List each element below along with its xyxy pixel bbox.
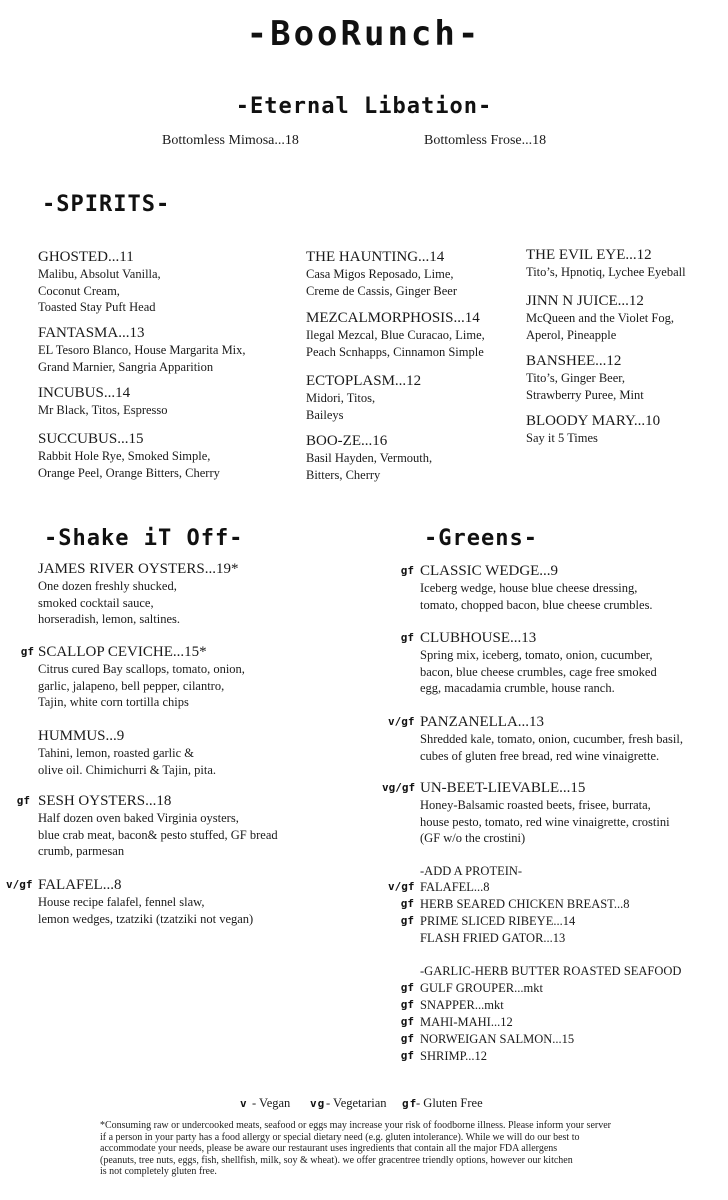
- vegetarian-gluten-free-tag: vg/gf: [382, 781, 416, 794]
- item-description: McQueen and the Violet Fog, Aperol, Pineapple: [526, 311, 674, 342]
- libation-item: Bottomless Mimosa...18: [162, 133, 299, 148]
- menu-item: [306, 309, 485, 360]
- menu-item: [420, 629, 657, 697]
- gluten-free-tag: gf: [400, 564, 414, 577]
- item-description: Tito’s, Hpnotiq, Lychee Eyeball: [526, 265, 686, 279]
- menu-item: [420, 713, 683, 764]
- menu-item: [38, 876, 253, 927]
- menu-item: [38, 643, 245, 711]
- menu-item: [38, 324, 246, 375]
- menu-item: [306, 432, 432, 483]
- gluten-free-tag: gf: [400, 897, 414, 910]
- section-title-greens: -Greens-: [424, 526, 538, 551]
- item-title: BOO-ZE...16: [306, 433, 388, 449]
- seafood-item: GULF GROUPER...mkt: [420, 981, 543, 995]
- seafood-item: NORWEIGAN SALMON...15: [420, 1032, 575, 1046]
- menu-item: [306, 372, 421, 423]
- item-description: Citrus cured Bay scallops, tomato, onion, garlic, jalapeno, bell pepper, cilantro, Tajin, white corn tortilla chips: [38, 662, 245, 709]
- item-description: Casa Migos Reposado, Lime, Creme de Cassis, Ginger Beer: [306, 267, 458, 298]
- item-title: PANZANELLA...13: [420, 714, 545, 730]
- item-description: House recipe falafel, fennel slaw, lemon wedges, tzatziki (tzatziki not vegan): [38, 895, 254, 926]
- libation-item: Bottomless Frose...18: [424, 133, 547, 148]
- seafood-header: -GARLIC-HERB BUTTER ROASTED SEAFOOD: [420, 964, 682, 978]
- item-description: Ilegal Mezcal, Blue Curacao, Lime, Peach Scnhapps, Cinnamon Simple: [306, 328, 485, 359]
- legend-text: - Vegetarian: [326, 1096, 387, 1110]
- vegetarian-symbol: vg: [310, 1097, 326, 1110]
- protein-item: FLASH FRIED GATOR...13: [420, 931, 566, 945]
- item-description: Malibu, Absolut Vanilla, Coconut Cream, Toasted Stay Puft Head: [38, 267, 161, 314]
- item-description: Say it 5 Times: [526, 431, 598, 445]
- item-title: BLOODY MARY...10: [526, 413, 661, 429]
- item-description: Honey-Balsamic roasted beets, frisee, burrata, house pesto, tomato, red wine vinaigrette, crostini (GF w/o the crostini): [420, 798, 670, 845]
- item-description: Midori, Titos, Baileys: [306, 391, 376, 422]
- menu-item: [306, 248, 457, 299]
- item-description: Half dozen oven baked Virginia oysters, blue crab meat, bacon& pesto stuffed, GF bread crumb, parmesan: [38, 811, 278, 858]
- item-title: GHOSTED...11: [38, 249, 134, 265]
- seafood-item: SHRIMP...12: [420, 1049, 488, 1063]
- protein-item: FALAFEL...8: [420, 880, 490, 894]
- menu-item: [526, 352, 644, 403]
- gluten-free-tag: gf: [400, 1015, 414, 1028]
- item-description: Mr Black, Titos, Espresso: [38, 403, 168, 417]
- gluten-free-tag: gf: [400, 1032, 414, 1045]
- menu-item: [38, 384, 168, 419]
- item-title: FALAFEL...8: [38, 877, 122, 893]
- item-description: EL Tesoro Blanco, House Margarita Mix, Grand Marnier, Sangria Apparition: [38, 343, 246, 374]
- item-title: SUCCUBUS...15: [38, 431, 144, 447]
- item-title: INCUBUS...14: [38, 385, 131, 401]
- legend-text: - Gluten Free: [416, 1096, 483, 1110]
- vegan-gluten-free-tag: v/gf: [6, 878, 33, 891]
- gluten-free-tag: gf: [16, 794, 30, 807]
- item-title: FANTASMA...13: [38, 325, 145, 341]
- item-description: One dozen freshly shucked, smoked cocktail sauce, horseradish, lemon, saltines.: [38, 579, 180, 626]
- menu-item: [526, 292, 674, 343]
- item-title: UN-BEET-LIEVABLE...15: [420, 780, 586, 796]
- item-title: ECTOPLASM...12: [306, 373, 422, 389]
- item-description: Rabbit Hole Rye, Smoked Simple, Orange Peel, Orange Bitters, Cherry: [38, 449, 220, 480]
- gluten-free-tag: gf: [20, 645, 34, 658]
- gluten-free-tag: gf: [400, 1049, 414, 1062]
- section-title-spirits: -SPIRITS-: [42, 192, 171, 217]
- menu-item: [526, 246, 686, 281]
- protein-item: PRIME SLICED RIBEYE...14: [420, 914, 576, 928]
- allergen-disclaimer: *Consuming raw or undercooked meats, seafood or eggs may increase your risk of foodborne illness. Please inform your server if a person in your party has a food allergy or special dietary need (e.g. gluten intolerance). While we will do our best to accommodate your needs, please be aware our restaurant uses ingredients that contain all the major FDA allergens (peanuts, tree nuts, eggs, fish, shellfish, milk, soy & wheat). we offer gracentree triendly options, however our kitchen is not completely gluten free.: [100, 1120, 611, 1177]
- item-title: SCALLOP CEVICHE...15*: [38, 644, 207, 660]
- item-title: JINN N JUICE...12: [526, 293, 644, 309]
- item-title: CLUBHOUSE...13: [420, 630, 537, 646]
- section-title-shake: -Shake iT Off-: [44, 526, 244, 551]
- restaurant-logo: -BooRunch-: [246, 14, 482, 54]
- item-title: CLASSIC WEDGE...9: [420, 563, 559, 579]
- protein-item: HERB SEARED CHICKEN BREAST...8: [420, 897, 630, 911]
- item-description: Spring mix, iceberg, tomato, onion, cucumber, bacon, blue cheese crumbles, cage free smoked egg, macadamia crumble, house ranch.: [420, 648, 657, 695]
- item-title: THE EVIL EYE...12: [526, 247, 652, 263]
- add-protein-header: -ADD A PROTEIN-: [420, 864, 523, 878]
- gluten-free-tag: gf: [400, 914, 414, 927]
- menu-item: [526, 412, 660, 447]
- gluten-free-symbol: gf: [402, 1097, 418, 1110]
- gluten-free-tag: gf: [400, 631, 414, 644]
- item-title: HUMMUS...9: [38, 728, 125, 744]
- menu-item: [38, 792, 278, 860]
- menu-item: [38, 430, 220, 481]
- menu-item: [38, 727, 216, 778]
- section-title-libation: -Eternal Libation-: [235, 94, 493, 119]
- vegan-gluten-free-tag: v/gf: [388, 880, 415, 893]
- menu-item: [38, 560, 238, 628]
- item-title: BANSHEE...12: [526, 353, 622, 369]
- item-description: Tahini, lemon, roasted garlic & olive oil. Chimichurri & Tajin, pita.: [38, 746, 217, 777]
- menu-item: [38, 248, 161, 316]
- gluten-free-tag: gf: [400, 981, 414, 994]
- item-title: THE HAUNTING...14: [306, 249, 445, 265]
- item-description: Iceberg wedge, house blue cheese dressing, tomato, chopped bacon, blue cheese crumbles.: [420, 581, 653, 612]
- item-description: Basil Hayden, Vermouth, Bitters, Cherry: [306, 451, 433, 482]
- item-title: JAMES RIVER OYSTERS...19*: [38, 561, 239, 577]
- vegan-gluten-free-tag: v/gf: [388, 715, 415, 728]
- seafood-item: SNAPPER...mkt: [420, 998, 504, 1012]
- legend-text: - Vegan: [252, 1096, 291, 1110]
- item-title: MEZCALMORPHOSIS...14: [306, 310, 480, 326]
- gluten-free-tag: gf: [400, 998, 414, 1011]
- menu-item: [420, 779, 670, 847]
- item-description: Tito’s, Ginger Beer, Strawberry Puree, Mint: [526, 371, 644, 402]
- item-title: SESH OYSTERS...18: [38, 793, 172, 809]
- item-description: Shredded kale, tomato, onion, cucumber, fresh basil, cubes of gluten free bread, red wine vinaigrette.: [420, 732, 683, 763]
- vegan-symbol: v: [240, 1097, 248, 1110]
- seafood-item: MAHI-MAHI...12: [420, 1015, 513, 1029]
- menu-item: [420, 562, 653, 613]
